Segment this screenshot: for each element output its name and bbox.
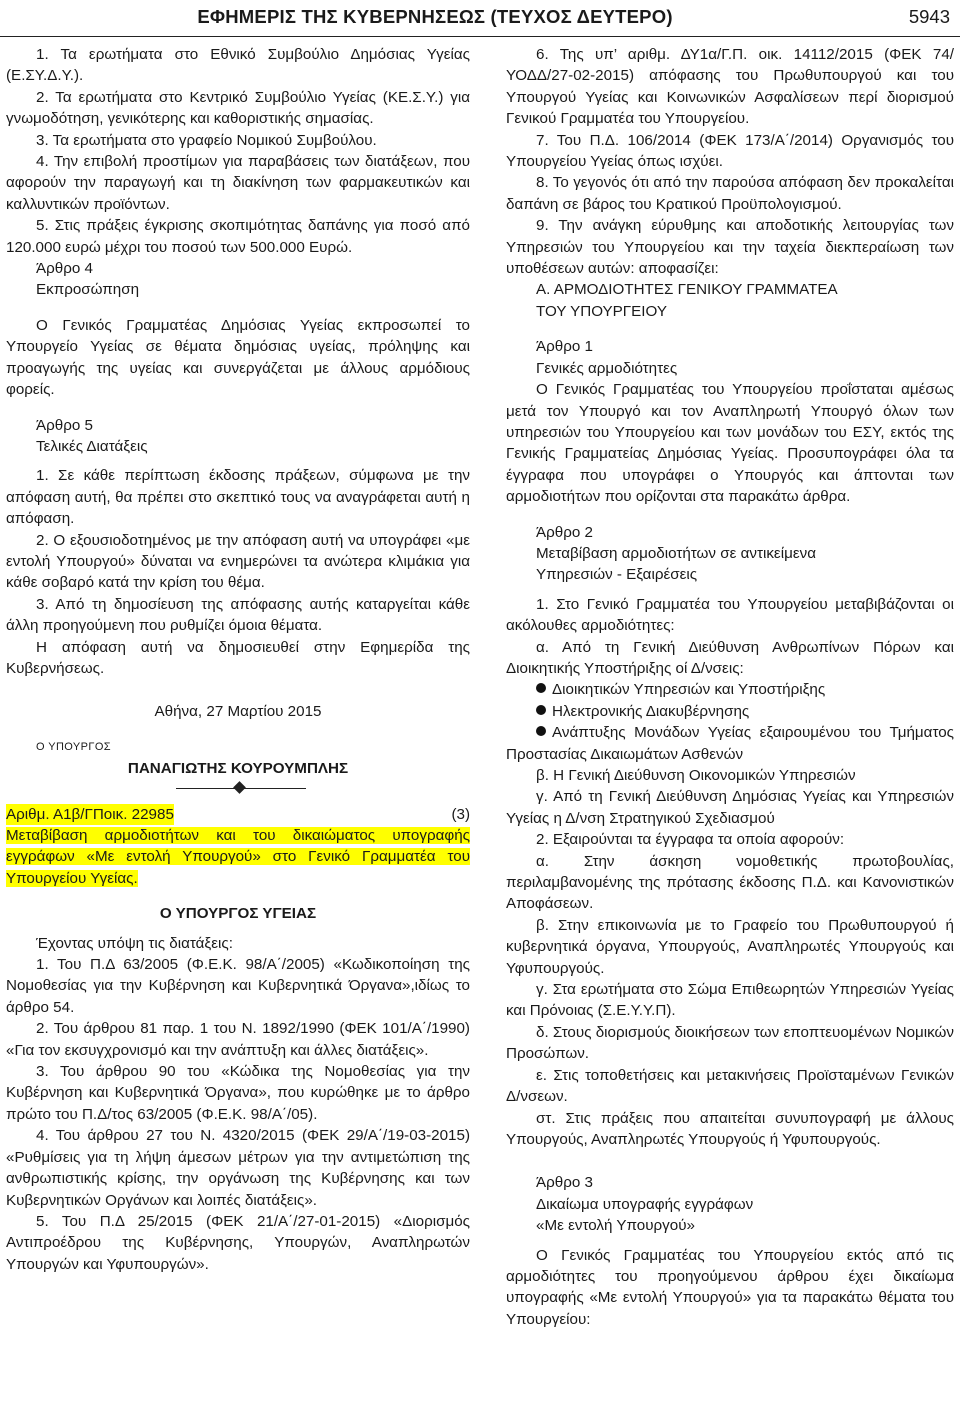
spacer <box>6 301 470 315</box>
header-divider <box>0 36 960 37</box>
bullet-icon <box>536 726 546 736</box>
page-header <box>0 0 960 40</box>
spacer <box>506 1150 954 1164</box>
spacer <box>6 401 470 415</box>
list-item: 5. Στις πράξεις έγκρισης σκοπιμότητας δαπάνης για ποσό από 120.000 ευρώ μέχρι του ποσού των 500.000 Ευρώ. <box>6 217 470 256</box>
minister-health-heading: Ο ΥΠΟΥΡΓΟΣ ΥΓΕΙΑΣ <box>159 905 317 923</box>
exceptions-intro: 2. Εξαιρούνται τα έγγραφα τα οποία αφορούν: <box>536 831 845 849</box>
article-4-title: Άρθρο 4 <box>36 260 93 278</box>
spacer <box>6 796 470 804</box>
bullet-icon <box>536 705 546 715</box>
list-item: 4. Την επιβολή προστίμων για παραβάσεις των διατάξεων, που αφορούν την παραγωγή και τη διακίνηση των φαρμακευτικών και καλλυντικών προϊόντων. <box>6 153 470 213</box>
left-column <box>6 44 470 1419</box>
spacer <box>6 693 470 701</box>
bullet-text: Ηλεκτρονικής Διακυβέρνησης <box>552 702 750 720</box>
article-2-title: Άρθρο 2 <box>536 523 593 541</box>
exception-item: α. Στην άσκηση νομοθετικής πρωτοβουλίας, περιλαμβανομένης της πρότασης έκδοσης Π.Δ. και Κανονιστικών Αποφάσεων. <box>506 852 954 913</box>
section-a-heading-cont: ΤΟΥ ΥΠΟΥΡΓΕΙΟΥ <box>536 302 667 320</box>
spacer <box>6 925 470 933</box>
article-4-text: Ο Γενικός Γραμματέας Δημόσιας Υγείας εκπροσωπεί το Υπουργείο Υγείας σε θέματα δημόσιας υγείας, πρόληψης και προαγωγής της υγείας και συνεργάζεται με άλλους αρμόδιους φορείς. <box>6 316 470 399</box>
decision-header <box>6 804 470 825</box>
article-1-title: Άρθρο 1 <box>536 338 593 356</box>
article-2-a: α. Από τη Γενική Διεύθυνση Ανθρωπίνων Πόρων και Διοικητικής Υποστήριξης οί Δ/νσεις: <box>506 638 954 677</box>
decision-title-text: Μεταβίβαση αρμοδιοτήτων και του δικαιώματος υπογραφής εγγράφων «Με εντολή Υπουργού» στο Γενικό Γραμματέα του Υπουργείου Υγείας. <box>6 827 470 887</box>
publication-order: Η απόφαση αυτή να δημοσιευθεί στην Εφημερίδα της Κυβερνήσεως. <box>6 638 470 677</box>
provision-item: 9. Την ανάγκη εύρυθμης και αποδοτικής λειτουργίας των Υπηρεσιών του Υπουργείου και την ταχεία διεκπεραίωση των υποθέσεων αυτών: αποφασίζει: <box>506 217 954 278</box>
exception-item: β. Στην επικοινωνία με το Γραφείο του Πρωθυπουργού ή κυβερνητικά όργανα, Υπουργούς, Αναπληρωτές Υπουργούς και Υφυπουργούς. <box>506 916 954 977</box>
article-4-subtitle: Εκπροσώπηση <box>36 281 140 299</box>
spacer <box>506 508 954 522</box>
provision-item: 2. Του άρθρου 81 παρ. 1 του Ν. 1892/1990 (ΦΕΚ 101/Α΄/1990) «Για τον εκσυγχρονισμό και την ανάπτυξη και άλλες διατάξεις». <box>6 1020 470 1059</box>
provision-item: 5. Του Π.Δ 25/2015 (ΦΕΚ 21/Α΄/27-01-2015) «Διορισμός Αντιπροέδρου της Κυβέρνησης, Υπουργών, Αναπληρωτών Υπουργών και Υφυπουργών». <box>6 1212 470 1273</box>
spacer <box>506 322 954 336</box>
list-item: 2. Ο εξουσιοδοτημένος με την απόφαση αυτή να υπογράφει «με εντολή Υπουργού» δύναται να ενημερώνει τα ανώτερα κλιμάκια για κάθε σοβαρό κατά την κρίση του θέμα. <box>6 531 470 592</box>
list-item: 1. Τα ερωτήματα στο Εθνικό Συμβούλιο Δημόσιας Υγείας (Ε.ΣΥ.Δ.Υ.). <box>6 46 470 85</box>
decision-index: (3) <box>451 805 470 823</box>
gazette-title: ΕΦΗΜΕΡΙΣ ΤΗΣ ΚΥΒΕΡΝΗΣΕΩΣ (ΤΕΥΧΟΣ ΔΕΥΤΕΡΟ) <box>197 6 673 27</box>
diamond-icon <box>233 781 246 794</box>
exception-item: δ. Στους διορισμούς διοικήσεων των εποπτευομένων Νομικών Προσώπων. <box>506 1023 954 1063</box>
provision-item: 6. Της υπ’ αριθμ. ΔΥ1α/Γ.Π. οικ. 14112/2015 (ΦΕΚ 74/ΥΟΔΔ/27-02-2015) απόφασης του Πρωθυπουργού και του Υπουργού Υγείας και Κοινωνικών Ασφαλίσεων περί διορισμού Γενικού Γραμματέα του Υπουργείου. <box>506 46 954 128</box>
bullet-icon <box>536 683 546 693</box>
minister-name: ΠΑΝΑΓΙΩΤΗΣ ΚΟΥΡΟΥΜΠΛΗΣ <box>127 760 349 778</box>
place-date: Αθήνα, 27 Μαρτίου 2015 <box>154 703 322 721</box>
provision-item: 4. Του άρθρου 27 του Ν. 4320/2015 (ΦΕΚ 29/Α΄/19-03-2015) «Ρυθμίσεις για τη λήψη άμεσων μέτρων για την αντιμετώπιση της ανθρωπιστικής κρίσης, την οργάνωση της Κυβέρνησης και των Κυβερνητικών Οργάνων και λοιπές διατάξεις». <box>6 1127 470 1209</box>
section-a-heading: Α. ΑΡΜΟΔΙΟΤΗΤΕΣ ΓΕΝΙΚΟΥ ΓΡΑΜΜΑΤΕΑ <box>536 281 838 299</box>
article-2-c: γ. Από τη Γενική Διεύθυνση Δημόσιας Υγείας και Υπηρεσιών Υγείας η Δ/νση Στρατηγικού Σχεδιασμού <box>506 788 954 827</box>
decision-number: Αριθμ. Α1β/ΓΠοικ. 22985 <box>6 804 174 825</box>
provision-item: 1. Του Π.Δ 63/2005 (Φ.Ε.Κ. 98/Α΄/2005) «Κωδικοποίηση της Νομοθεσίας για την Κυβέρνηση και Κυβερνητικά Όργανα»,ιδίως το άρθρο 54. <box>6 956 470 1016</box>
list-item: 1. Σε κάθε περίπτωση έκδοσης πράξεων, σύμφωνα με την απόφαση αυτή, θα πρέπει στο σκεπτικό τους να αναγράφεται αυτή η απόφαση. <box>6 467 470 528</box>
list-item: 3. Τα ερωτήματα στο γραφείο Νομικού Συμβούλου. <box>36 131 377 149</box>
article-3-text: Ο Γενικός Γραμματέας του Υπουργείου εκτός από τις αρμοδιότητες του προηγούμενου άρθρου έχει δικαίωμα υπογραφής «Με εντολή Υπουργού» για τα παρακάτω θέματα του Υπουργείου: <box>506 1246 954 1328</box>
provision-item: 8. Το γεγονός ότι από την παρούσα απόφαση δεν προκαλείται δαπάνη σε βάρος του Κρατικού Προϋπολογισμού. <box>506 174 954 213</box>
spacer <box>506 1164 954 1172</box>
decision-title <box>6 825 470 889</box>
exception-item: ε. Στις τοποθετήσεις και μετακινήσεις Προϊσταμένων Γενικών Δ/νσεων. <box>506 1066 954 1106</box>
article-2-intro: 1. Στο Γενικό Γραμματέα του Υπουργείου μεταβιβάζονται οι ακόλουθες αρμοδιότητες: <box>506 595 954 635</box>
article-3-title: Άρθρο 3 <box>536 1174 593 1192</box>
list-item: 3. Από τη δημοσίευση της απόφασης αυτής καταργείται κάθε άλλη προηγούμενη που ρυθμίζει όμοια θέματα. <box>6 595 470 635</box>
exception-item: στ. Στις πράξεις που απαιτείται συνυπογραφή με άλλους Υπουργούς, Αναπληρωτές Υπουργούς ή Υφυπουργούς. <box>506 1109 954 1148</box>
article-2-subtitle-cont: Υπηρεσιών - Εξαιρέσεις <box>536 566 698 584</box>
list-item: 2. Τα ερωτήματα στο Κεντρικό Συμβούλιο Υγείας (ΚΕ.Σ.Υ.) για γνωμοδότηση, γενικότερης και καθοριστικής σημασίας. <box>6 88 470 128</box>
spacer <box>6 889 470 903</box>
considering-intro: Έχοντας υπόψη τις διατάξεις: <box>36 934 233 952</box>
bullet-text: Ανάπτυξης Μονάδων Υγείας εξαιρουμένου του Τμήματος Προστασίας Δικαιωμάτων Ασθενών <box>506 724 954 763</box>
spacer <box>6 457 470 465</box>
article-2-b: β. Η Γενική Διεύθυνση Οικονομικών Υπηρεσιών <box>536 767 856 784</box>
right-column <box>506 44 954 1419</box>
article-3-subtitle: Δικαίωμα υπογραφής εγγράφων <box>536 1195 754 1213</box>
bullet-item <box>506 679 954 700</box>
provision-item: 7. Του Π.Δ. 106/2014 (ΦΕΚ 173/Α΄/2014) Οργανισμός του Υπουργείου Υγείας όπως ισχύει. <box>506 131 954 171</box>
article-5-subtitle: Τελικές Διατάξεις <box>36 437 148 455</box>
spacer <box>6 679 470 693</box>
section-separator <box>6 780 470 796</box>
bullet-text: Διοικητικών Υπηρεσιών και Υποστήριξης <box>552 681 826 699</box>
article-1-subtitle: Γενικές αρμοδιότητες <box>536 359 678 377</box>
page-number: 5943 <box>908 6 950 27</box>
bullet-item <box>506 722 954 765</box>
bullet-item <box>506 701 954 722</box>
article-3-subtitle-cont: «Με εντολή Υπουργού» <box>536 1217 695 1235</box>
article-5-title: Άρθρο 5 <box>36 416 93 434</box>
spacer <box>506 1237 954 1245</box>
spacer <box>6 723 470 737</box>
article-2-subtitle: Μεταβίβαση αρμοδιοτήτων σε αντικείμενα <box>536 544 816 562</box>
spacer <box>506 586 954 594</box>
minister-label: Ο ΥΠΟΥΡΓΟΣ <box>36 740 111 753</box>
article-1-text: Ο Γενικός Γραμματέας του Υπουργείου προΐσταται αμέσως μετά τον Υπουργό και τον Αναπληρωτή Υπουργό όλων των υπηρεσιών του Υπουργείου και των μονάδων του ΕΣΥ, εκτός της Γενικής Γραμματείας Δημόσιας Υγείας. Προσυπογράφει όλα τα έγγραφα που υπογράφει ο Υπουργός και άπτονται των αρμοδιοτήτων που ορίζονται στα παρακάτω άρθρα. <box>506 381 954 506</box>
provision-item: 3. Του άρθρου 90 του «Κώδικα της Νομοθεσίας για την Κυβέρνηση και Κυβερνητικά Όργανα», που κυρώθηκε με το άρθρο πρώτο του Π.Δ/τος 63/2005 (Φ.Ε.Κ. 98/Α΄/05). <box>6 1063 470 1123</box>
exception-item: γ. Στα ερωτήματα στο Σώμα Επιθεωρητών Υπηρεσιών Υγείας και Πρόνοιας (Σ.Ε.Υ.Υ.Π). <box>506 981 954 1020</box>
